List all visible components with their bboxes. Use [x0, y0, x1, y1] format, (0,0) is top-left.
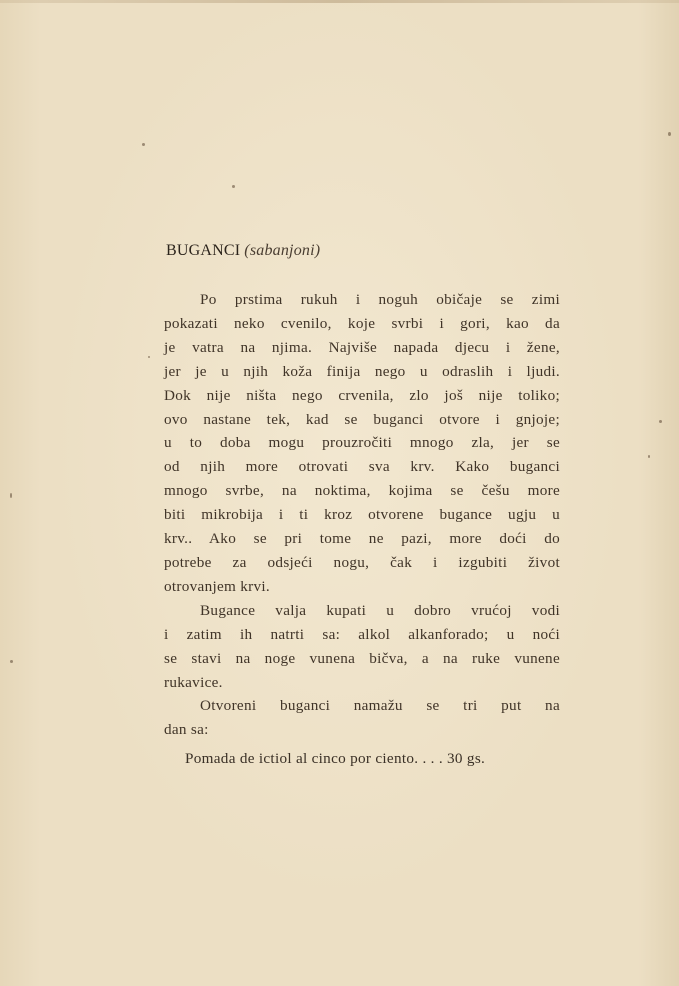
paper-speck [648, 455, 650, 458]
text-line: mnogo svrbe, na noktima, kojima se češu more [164, 482, 560, 500]
text-line: pokazati neko cvenilo, koje svrbi i gori, kao da [164, 314, 560, 332]
body-text [164, 288, 560, 742]
title-subtitle: (sabanjoni) [244, 242, 321, 259]
text-line: ovo nastane tek, kad se buganci otvore i gnjoje; [164, 410, 560, 428]
paper-speck [232, 185, 235, 188]
text-line: i zatim ih natrti sa: alkol alkanforado; u noći [164, 625, 560, 643]
text-line: u to doba mogu prouzročiti mnogo zla, jer se [164, 434, 560, 452]
text-line: jer je u njih koža finija nego u odraslih i ljudi. [164, 362, 560, 380]
text-line: krv.. Ako se pri tome ne pazi, more doći do [164, 530, 560, 548]
text-line: otrovanjem krvi. [164, 577, 271, 595]
paragraph [164, 599, 560, 695]
paper-speck [668, 132, 671, 136]
text-line: rukavice. [164, 673, 223, 691]
text-line: je vatra na njima. Najviše napada djecu i žene, [164, 338, 560, 356]
text-line: od njih more otrovati sva krv. Kako buganci [164, 458, 560, 476]
recipe-line: Pomada de ictiol al cinco por ciento. . . . 30 gs. [185, 750, 486, 767]
paper-speck [659, 420, 662, 423]
paper-speck [10, 660, 13, 663]
paper-speck [148, 356, 150, 358]
title-text: BUGANCI [166, 242, 241, 259]
paragraph [164, 288, 560, 599]
paper-speck [142, 143, 145, 146]
text-line: Po prstima rukuh i noguh običaje se zimi [200, 291, 560, 308]
text-line: biti mikrobija i ti kroz otvorene bugance ugju u [164, 506, 560, 524]
text-line: se stavi na noge vunena bičva, a na ruke vunene [164, 649, 560, 667]
text-line: dan sa: [164, 721, 209, 739]
paper-speck [10, 493, 12, 498]
text-line: Dok nije ništa nego crvenila, zlo još nije toliko; [164, 386, 560, 404]
paragraph [164, 694, 560, 742]
page-title [166, 242, 320, 260]
text-line: Bugance valja kupati u dobro vrućoj vodi [200, 601, 560, 619]
text-line: potrebe za odsjeći nogu, čak i izgubiti život [164, 553, 560, 571]
page-top-edge [0, 0, 679, 3]
text-line: Otvoreni buganci namažu se tri put na [200, 697, 560, 715]
